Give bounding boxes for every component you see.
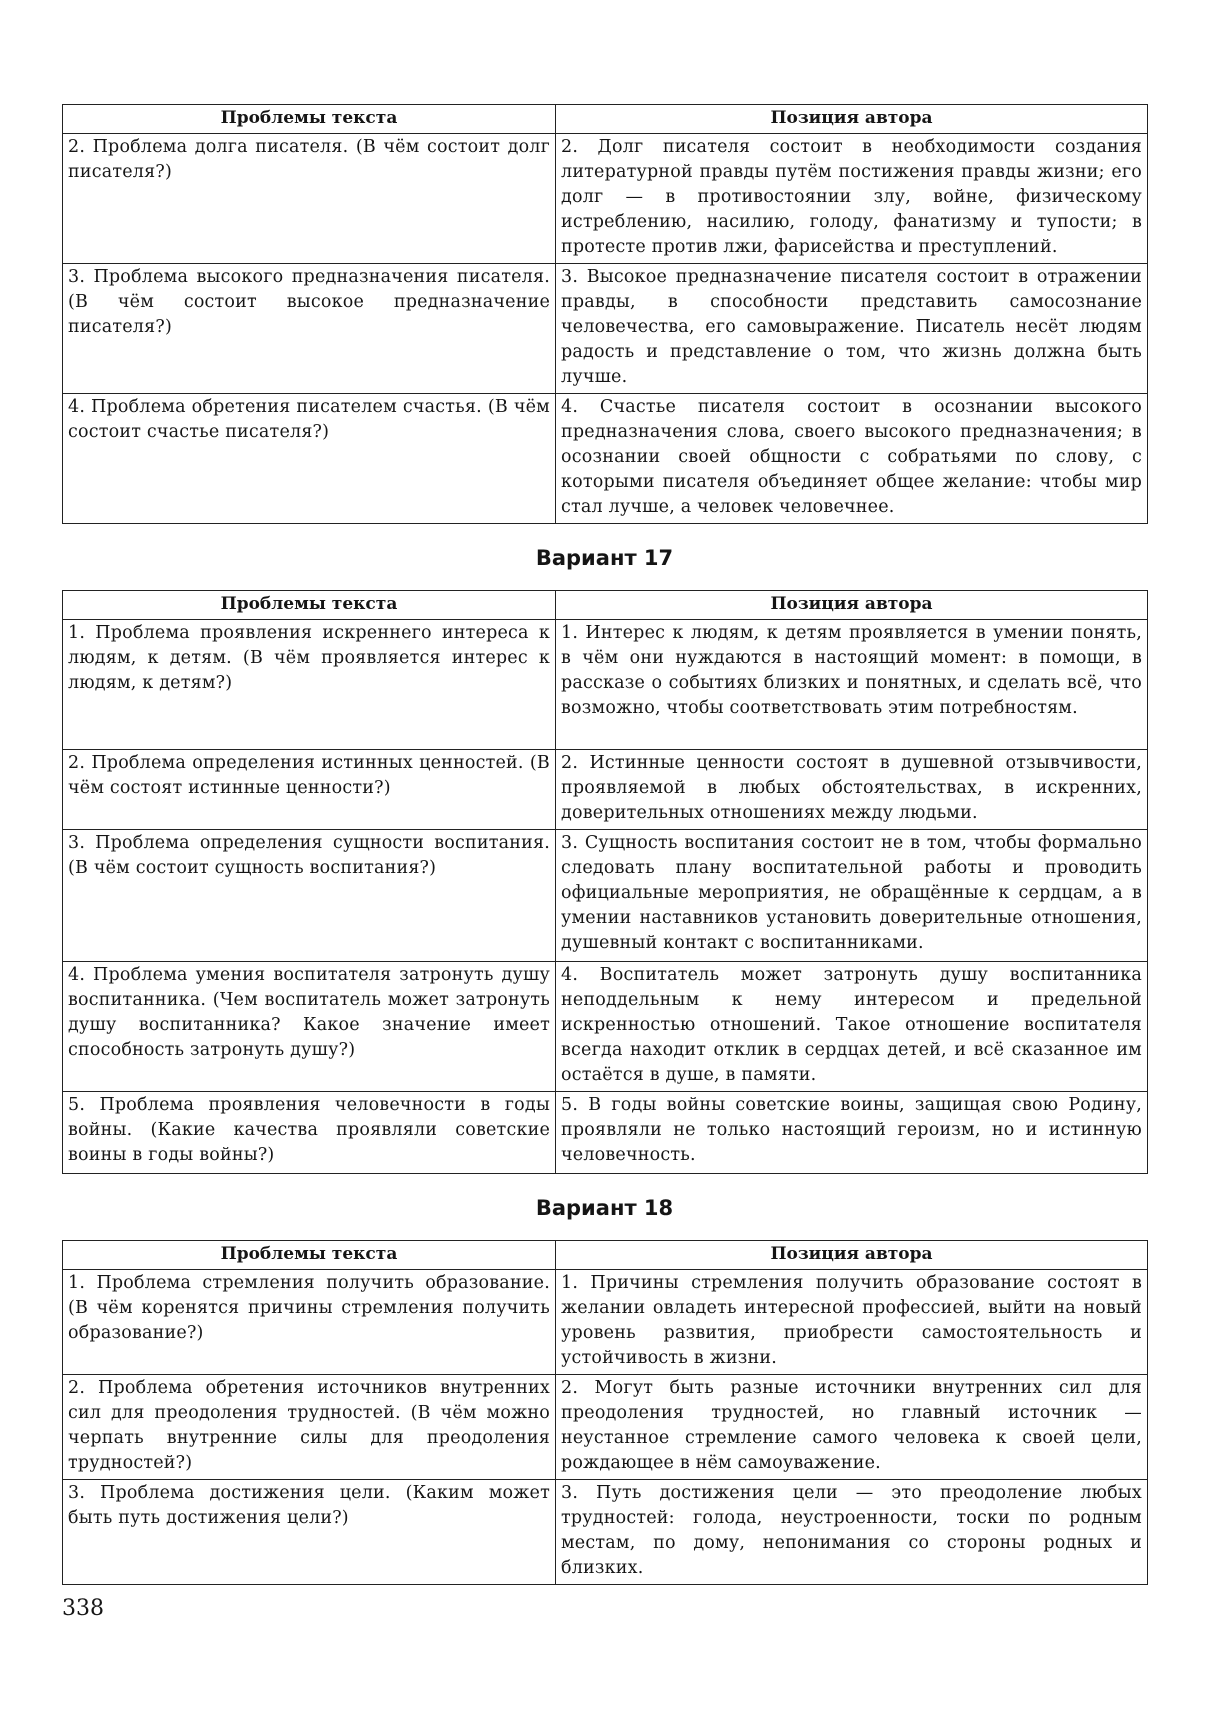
problem-cell: 3. Проблема достижения цели. (Каким может быть путь достижения цели?) [63, 1480, 556, 1585]
document-page [62, 104, 1147, 1585]
table-row [63, 750, 1148, 830]
table-header-row [63, 591, 1148, 620]
table-row [63, 620, 1148, 750]
column-header-problems: Проблемы текста [63, 591, 556, 620]
column-header-position: Позиция автора [556, 105, 1148, 134]
problem-cell: 5. Проблема проявления человечности в годы войны. (Какие качества проявляли советские воины в годы войны?) [63, 1092, 556, 1174]
table-row [63, 830, 1148, 962]
column-header-problems: Проблемы текста [63, 1241, 556, 1270]
table-row [63, 134, 1148, 264]
problem-cell: 1. Проблема проявления искреннего интереса к людям, к детям. (В чём проявляется интерес к людям, к детям?) [63, 620, 556, 750]
problem-cell: 2. Проблема обретения источников внутренних сил для преодоления трудностей. (В чём можно черпать внутренние силы для преодоления трудностей?) [63, 1375, 556, 1480]
variant-17-title: Вариант 17 [535, 546, 674, 570]
position-cell: 3. Высокое предназначение писателя состоит в отражении правды, в способности представить самосознание человечества, его самовыражение. Писатель несёт людям радость и представление о том, что жизнь должна быть лучше. [556, 264, 1148, 394]
problem-cell: 4. Проблема обретения писателем счастья. (В чём состоит счастье писателя?) [63, 394, 556, 524]
problem-cell: 2. Проблема определения истинных ценностей. (В чём состоят истинные ценности?) [63, 750, 556, 830]
problem-cell: 3. Проблема высокого предназначения писателя. (В чём состоит высокое предназначение писателя?) [63, 264, 556, 394]
column-header-position: Позиция автора [556, 1241, 1148, 1270]
variant-18-title: Вариант 18 [535, 1196, 674, 1220]
column-header-problems: Проблемы текста [63, 105, 556, 134]
table-row [63, 264, 1148, 394]
position-cell: 5. В годы войны советские воины, защищая свою Родину, проявляли не только настоящий героизм, но и истинную человечность. [556, 1092, 1148, 1174]
position-cell: 4. Воспитатель может затронуть душу воспитанника неподдельным к нему интересом и предельной искренностью отношений. Такое отношение воспитателя всегда находит отклик в сердцах детей, и всё сказанное им остаётся в душе, в памяти. [556, 962, 1148, 1092]
table-variant-18 [62, 1240, 1148, 1585]
position-cell: 2. Истинные ценности состоят в душевной отзывчивости, проявляемой в любых обстоятельствах, в искренних, доверительных отношениях между людьми. [556, 750, 1148, 830]
table-header-row [63, 105, 1148, 134]
problem-cell: 1. Проблема стремления получить образование. (В чём коренятся причины стремления получить образование?) [63, 1270, 556, 1375]
position-cell: 2. Могут быть разные источники внутренних сил для преодоления трудностей, но главный источник — неустанное стремление самого человека к своей цели, рождающее в нём самоуважение. [556, 1375, 1148, 1480]
problem-cell: 3. Проблема определения сущности воспитания. (В чём состоит сущность воспитания?) [63, 830, 556, 962]
table-variant-16 [62, 104, 1148, 524]
column-header-position: Позиция автора [556, 591, 1148, 620]
problem-cell: 4. Проблема умения воспитателя затронуть душу воспитанника. (Чем воспитатель может затронуть душу воспитанника? Какое значение имеет способность затронуть душу?) [63, 962, 556, 1092]
position-cell: 1. Причины стремления получить образование состоят в желании овладеть интересной профессией, выйти на новый уровень развития, приобрести самостоятельность и устойчивость в жизни. [556, 1270, 1148, 1375]
table-row [63, 394, 1148, 524]
table-header-row [63, 1241, 1148, 1270]
table-row [63, 1480, 1148, 1585]
position-cell: 1. Интерес к людям, к детям проявляется в умении понять, в чём они нуждаются в настоящий момент: в помощи, в рассказе о событиях близких и понятных, и сделать всё, что возможно, чтобы соответствовать этим потребностям. [556, 620, 1148, 750]
position-cell: 2. Долг писателя состоит в необходимости создания литературной правды путём постижения правды жизни; его долг — в противостоянии злу, войне, физическому истреблению, насилию, голоду, фанатизму и тупости; в протесте против лжи, фарисейства и преступлений. [556, 134, 1148, 264]
page-number: 338 [62, 1596, 104, 1621]
table-row [63, 962, 1148, 1092]
position-cell: 3. Путь достижения цели — это преодоление любых трудностей: голода, неустроенности, тоски по родным местам, по дому, непонимания со стороны родных и близких. [556, 1480, 1148, 1585]
position-cell: 4. Счастье писателя состоит в осознании высокого предназначения слова, своего высокого предназначения; в осознании своей общности с собратьями по слову, с которыми писателя объединяет общее желание: чтобы мир стал лучше, а человек человечнее. [556, 394, 1148, 524]
table-variant-17 [62, 590, 1148, 1174]
position-cell: 3. Сущность воспитания состоит не в том, чтобы формально следовать плану воспитательной работы и проводить официальные мероприятия, не обращённые к сердцам, а в умении наставников установить доверительные отношения, душевный контакт с воспитанниками. [556, 830, 1148, 962]
problem-cell: 2. Проблема долга писателя. (В чём состоит долг писателя?) [63, 134, 556, 264]
table-row [63, 1092, 1148, 1174]
table-row [63, 1375, 1148, 1480]
table-row [63, 1270, 1148, 1375]
